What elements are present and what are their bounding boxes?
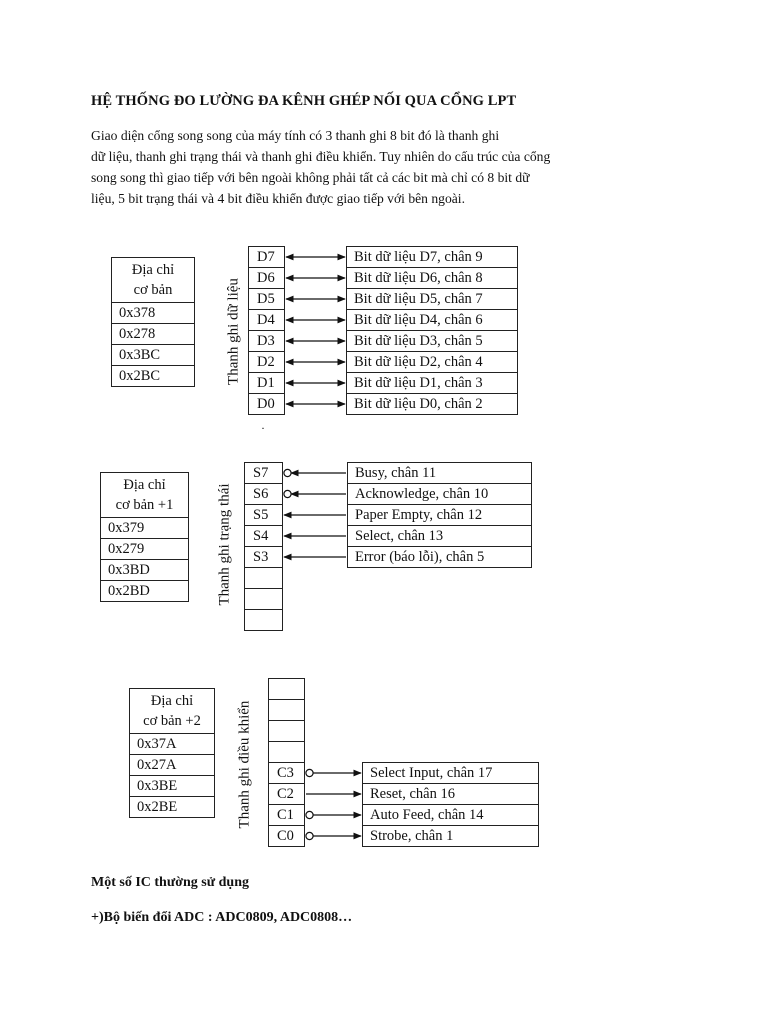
- signal-cell: Bit dữ liệu D2, chân 4: [346, 351, 518, 373]
- signal-cell: Bit dữ liệu D0, chân 2: [346, 393, 518, 415]
- intro-line: liệu, 5 bit trạng thái và 4 bit điều khiển được giao tiếp với bên ngoài.: [91, 191, 465, 206]
- address-cell: 0x37A: [129, 733, 215, 755]
- register-label: Thanh ghi dữ liệu: [225, 278, 242, 385]
- signal-cell: Strobe, chân 1: [362, 825, 539, 847]
- document-title: HỆ THỐNG ĐO LƯỜNG ĐA KÊNH GHÉP NỐI QUA CỔNG LPT: [91, 93, 517, 109]
- intro-line: dữ liệu, thanh ghi trạng thái và thanh ghi điều khiển. Tuy nhiên do cấu trúc của cổng: [91, 149, 551, 164]
- signal-cell: Auto Feed, chân 14: [362, 804, 539, 826]
- stray-dot: ·: [261, 421, 265, 435]
- register-label: Thanh ghi điều khiển: [236, 700, 253, 829]
- signal-cell: Bit dữ liệu D6, chân 8: [346, 267, 518, 289]
- signal-cell: Reset, chân 16: [362, 783, 539, 805]
- bit-cell: S6: [244, 483, 283, 505]
- address-header-line: cơ bản: [133, 282, 173, 298]
- register-label: Thanh ghi trạng thái: [216, 483, 233, 606]
- bit-cell: C3: [268, 762, 305, 784]
- bit-cell: D2: [248, 351, 285, 373]
- signal-cell: Acknowledge, chân 10: [347, 483, 532, 505]
- signal-cell: Bit dữ liệu D3, chân 5: [346, 330, 518, 352]
- signal-cell: Bit dữ liệu D4, chân 6: [346, 309, 518, 331]
- address-cell: 0x3BE: [129, 775, 215, 797]
- address-cell: 0x3BC: [111, 344, 195, 366]
- ic-subheading: Một số IC thường sử dụng: [91, 875, 249, 890]
- inversion-bubble: [284, 469, 291, 476]
- inversion-bubble: [284, 490, 291, 497]
- address-cell: 0x279: [100, 538, 189, 560]
- bit-cell: S4: [244, 525, 283, 547]
- address-header-line: cơ bản +2: [143, 713, 201, 729]
- address-cell: 0x378: [111, 302, 195, 324]
- bit-cell: S7: [244, 462, 283, 484]
- signal-cell: Error (báo lỗi), chân 5: [347, 546, 532, 568]
- address-header-line: Địa chỉ: [150, 693, 194, 709]
- bit-cell: D3: [248, 330, 285, 352]
- inversion-bubble: [306, 832, 313, 839]
- signal-cell: Paper Empty, chân 12: [347, 504, 532, 526]
- bit-cell: C2: [268, 783, 305, 805]
- address-cell: 0x2BD: [100, 580, 189, 602]
- bit-cell: D6: [248, 267, 285, 289]
- signal-cell: Bit dữ liệu D7, chân 9: [346, 246, 518, 268]
- adc-subheading: +)Bộ biến đổi ADC : ADC0809, ADC0808…: [91, 910, 353, 925]
- bit-cell: D4: [248, 309, 285, 331]
- address-cell: 0x27A: [129, 754, 215, 776]
- intro-line: Giao diện cổng song song của máy tính có 3 thanh ghi 8 bit đó là thanh ghi: [91, 128, 500, 143]
- bit-cell: D0: [248, 393, 285, 415]
- signal-cell: Bit dữ liệu D1, chân 3: [346, 372, 518, 394]
- address-cell: 0x3BD: [100, 559, 189, 581]
- bit-cell: D5: [248, 288, 285, 310]
- inversion-bubble: [306, 811, 313, 818]
- address-cell: 0x2BE: [129, 796, 215, 818]
- bit-cell: D7: [248, 246, 285, 268]
- signal-cell: Select Input, chân 17: [362, 762, 539, 784]
- bit-cell: S5: [244, 504, 283, 526]
- intro-line: song song thì giao tiếp với bên ngoài không phải tất cả các bit mà chỉ có 8 bit dữ: [91, 170, 530, 185]
- address-header-line: cơ bản +1: [115, 497, 174, 513]
- signal-cell: Bit dữ liệu D5, chân 7: [346, 288, 518, 310]
- bit-cell: C1: [268, 804, 305, 826]
- inversion-bubble: [306, 769, 313, 776]
- address-cell: 0x379: [100, 517, 189, 539]
- address-header-line: Địa chỉ: [131, 262, 175, 278]
- address-cell: 0x2BC: [111, 365, 195, 387]
- bit-cell: D1: [248, 372, 285, 394]
- bit-cell: C0: [268, 825, 305, 847]
- signal-cell: Busy, chân 11: [347, 462, 532, 484]
- address-header-line: Địa chỉ: [123, 477, 166, 493]
- address-cell: 0x278: [111, 323, 195, 345]
- signal-cell: Select, chân 13: [347, 525, 532, 547]
- bit-cell: S3: [244, 546, 283, 568]
